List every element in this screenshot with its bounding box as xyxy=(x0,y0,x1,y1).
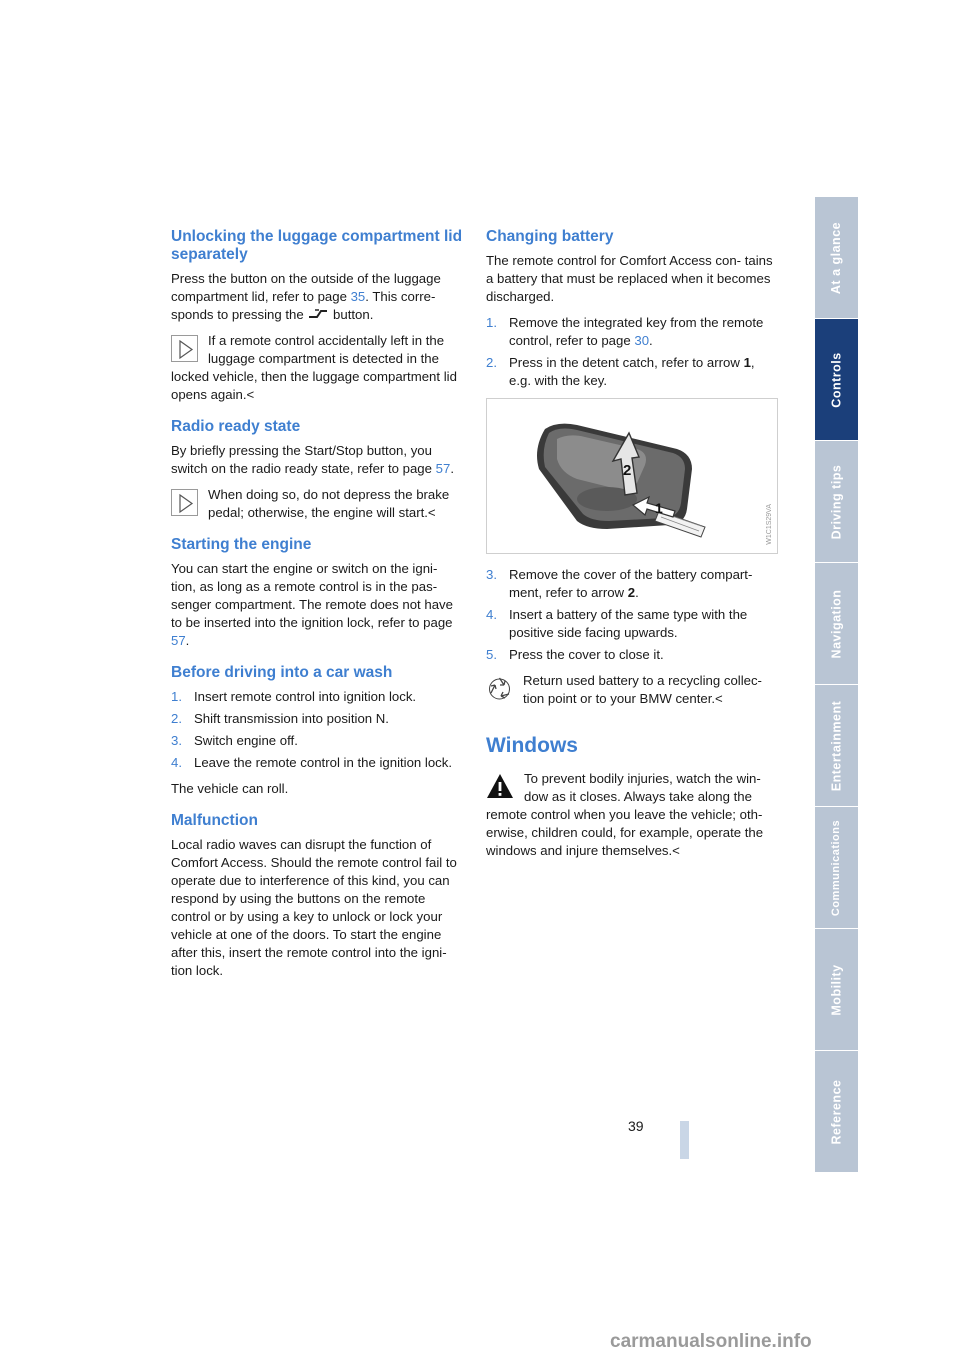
warning-note: To prevent bodily injuries, watch the win- dow as it closes. Always take along the remote control when you leave the vehicle; oth- erwise, children could, for example, operate the windows and injure themselves.< xyxy=(486,771,764,858)
right-column xyxy=(486,228,778,874)
left-column xyxy=(171,228,463,994)
section-title: Windows xyxy=(486,734,578,757)
section-malfunction xyxy=(171,812,463,980)
section-radio-ready xyxy=(171,418,463,522)
tab-mobility[interactable]: Mobility xyxy=(815,929,858,1050)
list-item: 1. Insert remote control into ignition lock. xyxy=(171,689,417,704)
page-marker-bar xyxy=(680,1121,689,1159)
tab-navigation[interactable]: Navigation xyxy=(815,563,858,684)
page-number: 39 xyxy=(628,1118,644,1134)
battery-figure xyxy=(486,398,778,554)
steps-list xyxy=(486,314,778,390)
steps-list xyxy=(486,566,778,664)
trunk-button-icon xyxy=(307,308,329,320)
section-title: Radio ready state xyxy=(171,418,301,435)
list-item: 1. Remove the integrated key from the remote control, refer to page 30. xyxy=(486,315,764,348)
section-title: Changing battery xyxy=(486,228,614,245)
figure-code: W1C1S29VA xyxy=(766,504,773,545)
note-arrow-icon xyxy=(171,335,198,362)
tab-entertainment[interactable]: Entertainment xyxy=(815,685,858,806)
note: When doing so, do not depress the brake pedal; otherwise, the engine will start.< xyxy=(171,486,463,522)
list-item: 5. Press the cover to close it. xyxy=(486,647,664,662)
recycling-note: Return used battery to a recycling collec- tion point or to your BMW center.< xyxy=(486,672,778,708)
watermark: carmanualsonline.info xyxy=(610,1331,812,1352)
warning-icon xyxy=(486,773,514,799)
note-arrow-icon xyxy=(171,489,198,516)
section-title: Unlocking the luggage compartment lid separately xyxy=(171,228,463,263)
paragraph: The vehicle can roll. xyxy=(171,781,289,796)
list-item: 2. Press in the detent catch, refer to arrow 1, e.g. with the key. xyxy=(486,355,755,388)
arrow-1-label: 1 xyxy=(655,500,663,516)
section-title: Starting the engine xyxy=(171,536,312,553)
paragraph: By briefly pressing the Start/Stop button, you switch on the radio ready state, refer to page 57. xyxy=(171,443,454,476)
steps-list xyxy=(171,688,463,772)
list-item: 3. Switch engine off. xyxy=(171,733,298,748)
paragraph: The remote control for Comfort Access con- tains a battery that must be replaced when it becomes discharged. xyxy=(486,253,773,304)
note: If a remote control accidentally left in the luggage compartment is detected in the locked vehicle, then the luggage compartment lid opens again.< xyxy=(171,333,457,402)
list-item: 3. Remove the cover of the battery compart- ment, refer to arrow 2. xyxy=(486,567,753,600)
remote-control-illustration xyxy=(487,399,777,553)
list-item: 4. Leave the remote control in the ignition lock. xyxy=(171,755,453,770)
page-link[interactable]: 30 xyxy=(634,333,650,348)
section-windows xyxy=(486,734,778,860)
tab-reference[interactable]: Reference xyxy=(815,1051,858,1172)
section-title: Before driving into a car wash xyxy=(171,664,393,681)
section-unlocking-luggage xyxy=(171,228,463,404)
page-link[interactable]: 35 xyxy=(350,289,366,304)
page-link[interactable]: 57 xyxy=(435,461,451,476)
arrow-2-label: 2 xyxy=(623,462,632,479)
paragraph: You can start the engine or switch on the igni- tion, as long as a remote control is in the pas- senger compartment. The remote does not have to be inserted into the ignition lock, refer to page 57. xyxy=(171,561,453,648)
section-changing-battery xyxy=(486,228,778,708)
section-starting-engine xyxy=(171,536,463,650)
chapter-tabs xyxy=(815,197,858,1173)
section-title: Malfunction xyxy=(171,812,258,829)
list-item: 4. Insert a battery of the same type with the positive side facing upwards. xyxy=(486,607,748,640)
list-item: 2. Shift transmission into position N. xyxy=(171,711,389,726)
paragraph: Press the button on the outside of the luggage compartment lid, refer to page 35. This corre- sponds to pressing the button. xyxy=(171,271,441,322)
tab-driving-tips[interactable]: Driving tips xyxy=(815,441,858,562)
tab-at-a-glance[interactable]: At a glance xyxy=(815,197,858,318)
section-car-wash xyxy=(171,664,463,798)
page-link[interactable]: 57 xyxy=(171,633,186,648)
paragraph: Local radio waves can disrupt the function of Comfort Access. Should the remote control fail to operate due to interference of this kind, you can respond by using the buttons on the remote control or by using a key to unlock or lock your vehicle at one of the doors. To start the engine after this, insert the remote control into the igni- tion lock. xyxy=(171,837,457,978)
tab-controls[interactable]: Controls xyxy=(815,319,858,440)
recycling-icon xyxy=(486,675,513,702)
tab-communications[interactable]: Communications xyxy=(815,807,858,928)
